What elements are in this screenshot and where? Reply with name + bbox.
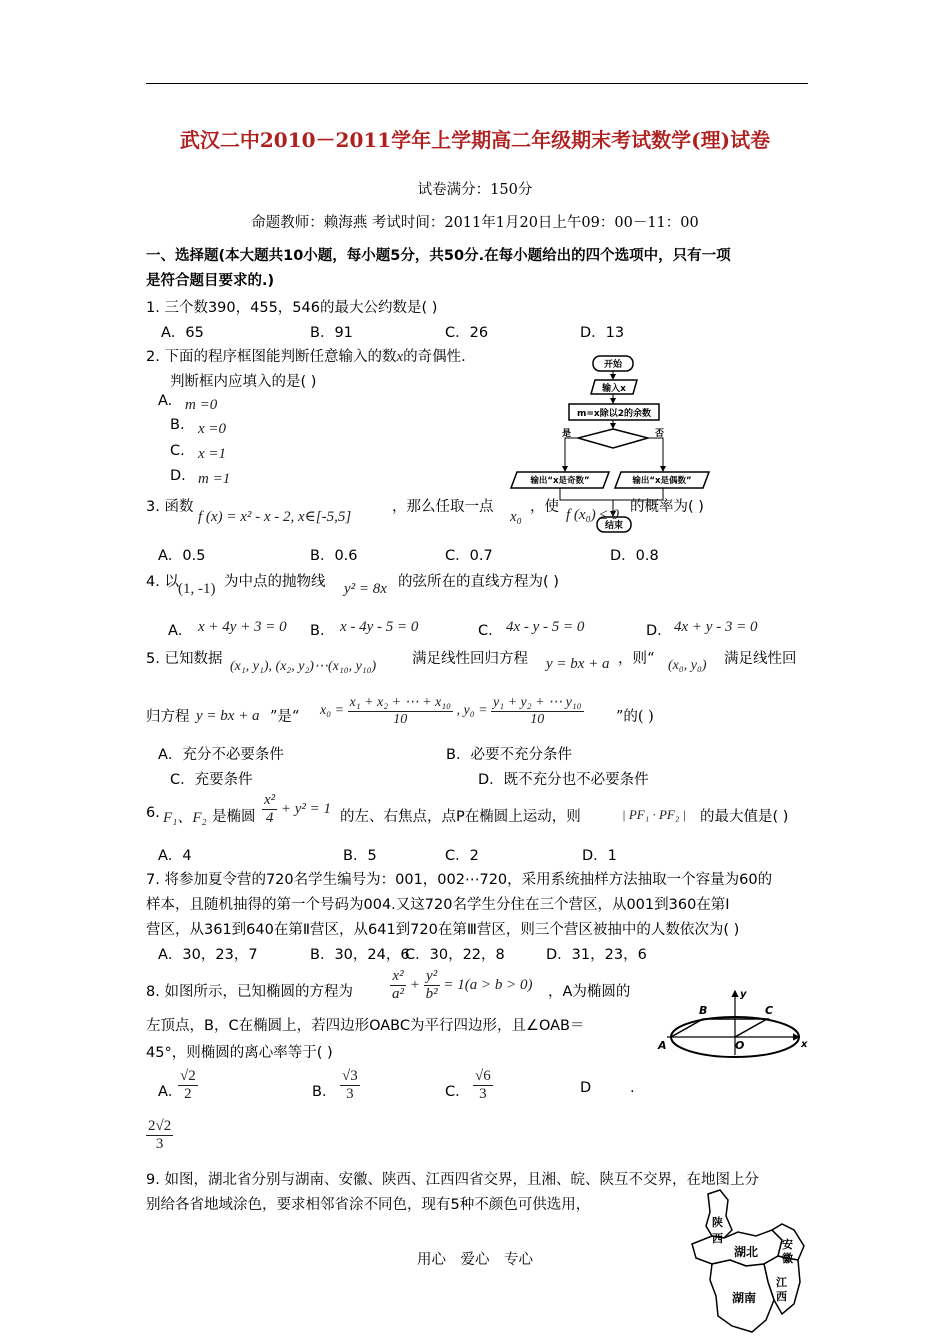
q4-parabola: y² = 8x <box>344 581 387 597</box>
q5-y-numerator: y₁ + y₂ + ⋯ y₁₀ <box>493 695 582 710</box>
q2-stem2: 判断框内应填入的是( ) <box>170 374 317 390</box>
q1-option-b: B．91 <box>310 325 353 341</box>
q2-option-c: x =1 <box>198 446 227 462</box>
q8-option-c <box>473 1068 493 1103</box>
q8-label-b: B． <box>312 1084 337 1100</box>
flow-output-even-label: 输出“x是偶数” <box>632 476 692 486</box>
q5-data: (x₁, y₁), (x₂, y₂)⋯(x₁₀, y₁₀) <box>230 659 377 674</box>
point-a-label: A <box>658 1039 667 1052</box>
q8-line2: 左顶点，B，C在椭圆上，若四边形OABC为平行四边形，且∠OAB＝ <box>146 1018 585 1034</box>
q2-var: x <box>396 349 404 365</box>
q2-label-c: C. <box>170 443 185 459</box>
footer-motto: 用心 爱心 专心 <box>417 1252 533 1268</box>
page-title: 武汉二中2010－2011学年上学期高二年级期末考试数学(理)试卷 <box>179 128 771 152</box>
q7-option-d: D．31，23，6 <box>546 947 647 963</box>
q8-label-c: C． <box>445 1084 470 1100</box>
q2-stem <box>146 345 466 366</box>
q2-label-b: B. <box>170 417 185 433</box>
q3-option-d: D．0.8 <box>610 548 659 564</box>
x-axis-label: x <box>801 1039 808 1050</box>
q3-mid: ，那么任取一点 <box>392 499 494 515</box>
q2-stem-end: 的奇偶性. <box>403 349 466 365</box>
q7-option-c: C．30，22，8 <box>405 947 505 963</box>
q6-ellipse-fraction <box>262 792 277 827</box>
q4-mid: 为中点的抛物线 <box>224 574 326 590</box>
flow-yes-label: 是 <box>561 429 571 439</box>
q3-option-a: A．0.5 <box>158 548 206 564</box>
q1-option-c: C．26 <box>445 325 489 341</box>
q8-label-dot: . <box>630 1080 635 1096</box>
q6-tail: 的最大值是( ) <box>700 809 789 825</box>
q4-label-c: C． <box>478 623 503 639</box>
map-label-hunan: 湖南 <box>732 1291 757 1305</box>
q1-stem: 1. 三个数390，455，546的最大公约数是( ) <box>146 300 438 316</box>
map-label-shaanxi-1: 陕 <box>712 1216 723 1229</box>
flow-decision-diamond <box>578 429 648 448</box>
q7-line2: 样本，且随机抽得的第一个号码为004.又这720名学生分住在三个营区，从001到360在第Ⅰ <box>146 897 730 913</box>
q8-equation-rest: = 1(a > b > 0) <box>443 977 533 993</box>
flow-process-label: m=x除以2的余数 <box>577 409 651 419</box>
q2-option-b: x =0 <box>198 421 227 437</box>
q6-mid: 是椭圆 <box>212 809 256 825</box>
map-label-hubei: 湖北 <box>734 1245 759 1259</box>
q5-line2-prefix: 归方程 <box>146 709 190 725</box>
q6-ellipse <box>262 792 331 827</box>
q5-x0-eq: x₀ = <box>320 703 345 718</box>
origin-label: O <box>735 1039 745 1052</box>
q4-point: (1, -1) <box>178 581 216 597</box>
q6-expression: | PF₁ · PF₂ | <box>622 807 687 822</box>
q6-ellipse-rest: + y² = 1 <box>280 801 332 817</box>
q7-line1: 7. 将参加夏令营的720名学生编号为：001，002⋯720，采用系统抽样方法抽取一个容量为60的 <box>146 872 773 888</box>
q8-prefix: 8. 如图所示，已知椭圆的方程为 <box>146 984 353 1000</box>
q4-tail: 的弦所在的直线方程为( ) <box>398 574 559 590</box>
q3-condition: f (x₀) ≤ 0 <box>566 507 620 523</box>
q5-means <box>320 694 584 728</box>
exam-info: 命题教师：赖海燕 考试时间：2011年1月20日上午09：00－11：00 <box>251 215 699 231</box>
q3-tail: 的概率为( ) <box>630 499 704 515</box>
q6-option-c: C．2 <box>445 848 479 864</box>
q5-option-d: D．既不充分也不必要条件 <box>478 772 649 788</box>
map-label-anhui-1: 安 <box>782 1238 793 1251</box>
q5-mid2: ，则“ <box>618 651 655 667</box>
q5-equation: y = bx + a <box>546 656 610 672</box>
q5-x-denominator: 10 <box>393 712 408 727</box>
q5-mid: 满足线性回归方程 <box>412 651 528 667</box>
q5-option-a: A．充分不必要条件 <box>158 747 284 763</box>
q4-option-c: 4x - y - 5 = 0 <box>506 619 585 635</box>
q6-option-b: B．5 <box>343 848 377 864</box>
section-heading-cont: 是符合题目要求的.) <box>146 273 275 289</box>
q5-line2-tail: ”的( ) <box>616 709 654 725</box>
q2-option-a: m =0 <box>185 397 218 413</box>
q8-tail: ，A为椭圆的 <box>548 984 631 1000</box>
q8-option-d-num: 2√2 <box>148 1118 172 1134</box>
flow-output-odd-label: 输出“x是奇数” <box>530 476 590 486</box>
q8-frac-b-den: b² <box>425 986 438 1002</box>
q8-option-a-num: √2 <box>180 1068 196 1084</box>
map-label-anhui-2: 徽 <box>782 1252 793 1265</box>
q7-option-b: B．30，24，6 <box>310 947 410 963</box>
q5-point: (x₀, y₀) <box>668 658 707 673</box>
q3-option-b: B．0.6 <box>310 548 358 564</box>
q2-label-a: A. <box>158 393 173 409</box>
q2-option-d: m =1 <box>198 471 231 487</box>
flow-no-label: 否 <box>655 429 665 439</box>
map-label-jiangxi-2: 西 <box>776 1290 787 1303</box>
ellipse-figure <box>655 985 815 1060</box>
section-heading: 一、选择题(本大题共10小题，每小题5分，共50分.在每小题给出的四个选项中，只有一项 <box>146 248 731 264</box>
flow-end-label: 结束 <box>604 521 624 531</box>
q3-mid2: ，使 <box>530 499 559 515</box>
q8-option-a-den: 2 <box>184 1086 192 1102</box>
q4-option-d: 4x + y - 3 = 0 <box>674 619 758 635</box>
q7-line3: 营区，从361到640在第Ⅱ营区，从641到720在第Ⅲ营区，则三个营区被抽中的人数依次为( ) <box>146 922 740 938</box>
q8-option-c-num: √6 <box>475 1068 491 1084</box>
q6-prefix: 6. <box>146 805 160 821</box>
point-c-label: C <box>765 1004 774 1017</box>
parallelogram <box>671 1019 767 1037</box>
q5-tail: 满足线性回 <box>724 651 797 667</box>
q8-frac-a <box>390 968 406 1003</box>
q4-option-a: x + 4y + 3 = 0 <box>198 619 287 635</box>
q8-frac-a-num: x² <box>390 968 406 986</box>
q5-line2-mid: ”是“ <box>270 709 300 725</box>
q5-y-denominator: 10 <box>530 712 545 727</box>
full-score: 试卷满分：150分 <box>417 182 533 198</box>
q5-option-b: B．必要不充分条件 <box>446 747 572 763</box>
map-label-shaanxi-2: 西 <box>712 1232 723 1245</box>
q9-line2: 别给各省地域涂色，要求相邻省涂不同色，现有5种不颜色可供选用， <box>146 1197 591 1213</box>
q5-equation-2: y = bx + a <box>196 708 260 724</box>
q8-line3: 45°，则椭圆的离心率等于( ) <box>146 1045 333 1061</box>
q8-option-c-den: 3 <box>479 1086 487 1102</box>
q8-option-d <box>146 1118 173 1153</box>
q6-foci: F₁、F₂ <box>163 810 207 826</box>
q8-option-b-den: 3 <box>346 1086 354 1102</box>
q8-option-b-num: √3 <box>342 1068 358 1084</box>
q2-stem-text: 2. 下面的程序框图能判断任意输入的数 <box>146 349 397 365</box>
q4-label-a: A． <box>168 623 193 639</box>
q6-option-a: A．4 <box>158 848 192 864</box>
q5-x-numerator: x₁ + x₂ + ⋯ + x₁₀ <box>349 695 451 710</box>
y-axis-label: y <box>740 989 747 1000</box>
map-shaanxi-region <box>706 1190 732 1238</box>
point-b-label: B <box>699 1004 708 1017</box>
q4-prefix: 4. 以 <box>146 574 179 590</box>
q4-option-b: x - 4y - 5 = 0 <box>340 619 419 635</box>
q8-option-d-den: 3 <box>155 1136 164 1152</box>
q3-prefix: 3. 函数 <box>146 499 194 515</box>
q5-x-fraction <box>348 694 453 728</box>
q6-ellipse-num: x² <box>264 792 276 808</box>
q8-label-a: A． <box>158 1084 183 1100</box>
flow-start-label: 开始 <box>603 360 623 370</box>
q1-option-a: A．65 <box>161 325 204 341</box>
q6-mid2: 的左、右焦点，点P在椭圆上运动，则 <box>340 809 581 825</box>
header-rule <box>146 83 808 84</box>
q4-label-d: D． <box>646 623 672 639</box>
q8-frac-b <box>424 968 440 1003</box>
q5-option-c: C．充要条件 <box>170 772 253 788</box>
q5-y-fraction <box>491 694 584 728</box>
q8-frac-b-num: y² <box>424 968 440 986</box>
q8-frac-a-den: a² <box>392 986 404 1002</box>
map-label-jiangxi-1: 江 <box>776 1276 787 1289</box>
flow-input-label: 输入x <box>602 384 626 394</box>
q2-label-d: D. <box>170 468 186 484</box>
q8-option-a <box>178 1068 198 1103</box>
q3-function: f (x) = x² - x - 2, x∈[-5,5] <box>198 509 352 525</box>
q8-label-d: D <box>580 1080 592 1096</box>
q4-label-b: B． <box>310 623 335 639</box>
q8-option-b <box>340 1068 360 1103</box>
q9-line1: 9. 如图，湖北省分别与湖南、安徽、陕西、江西四省交界，且湘、皖、陕互不交界，在地图上分 <box>146 1172 759 1188</box>
q7-option-a: A．30，23，7 <box>158 947 258 963</box>
q5-prefix: 5. 已知数据 <box>146 651 223 667</box>
q5-y0-eq: , y₀ = <box>456 703 488 718</box>
q8-equation: $\frac{\text{x²}}{\text{a²}}$ + $\frac{\text{y²}}{\text{b²}}$ = 1(a > b > 0) <box>392 968 533 1002</box>
q6-option-d: D．1 <box>582 848 617 864</box>
q3-x0: x₀ <box>510 509 522 525</box>
q6-ellipse-den: 4 <box>265 810 274 826</box>
q3-option-c: C．0.7 <box>445 548 493 564</box>
q1-option-d: D．13 <box>580 325 625 341</box>
